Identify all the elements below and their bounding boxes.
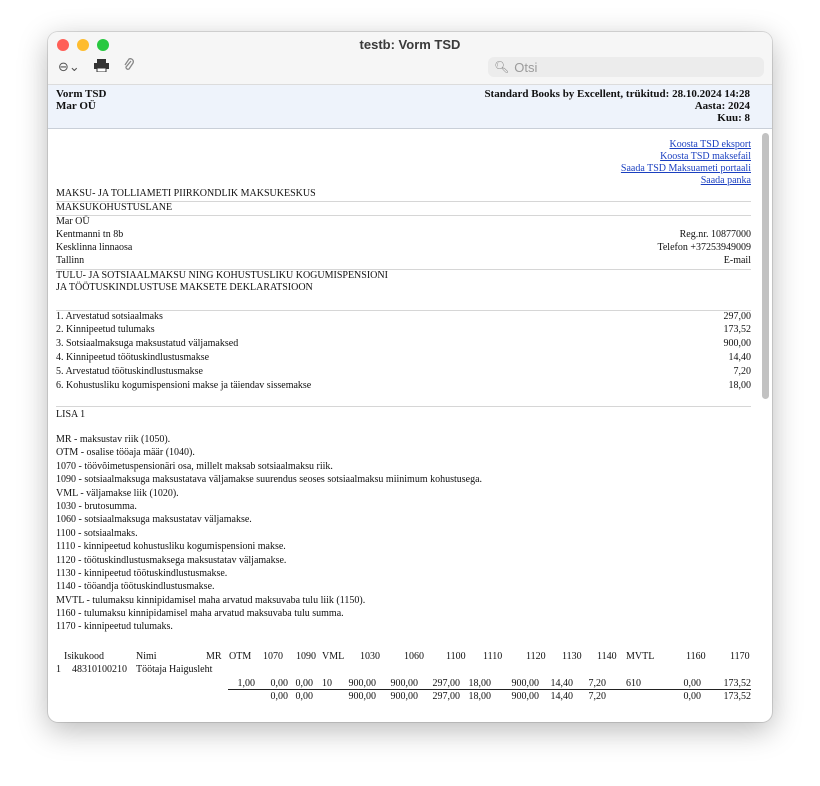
report-header: [48, 85, 772, 129]
link-send-tax-portal[interactable]: Saada TSD Maksuameti portaali: [620, 163, 751, 174]
taxpayer-heading: MAKSUKOHUSTUSLANE: [56, 201, 751, 214]
cell-1140: 7,20: [588, 678, 606, 689]
printed-info: Standard Books by Excellent, trükitud: 28.10.2024 14:28: [484, 88, 750, 100]
legend-list: [56, 433, 482, 634]
legend-item: 1170 - kinnipeetud tulumaks.: [56, 621, 173, 633]
total-1060: 900,00: [390, 691, 418, 702]
lisa-heading: LISA 1: [56, 406, 751, 421]
legend-item: 1130 - kinnipeetud töötuskindlustusmakse.: [56, 567, 228, 579]
person-name: Töötaja Haigusleht: [136, 664, 213, 675]
item-row: 1. Arvestatud sotsiaalmaks 297,00: [56, 311, 751, 322]
cell-1130: 14,40: [550, 678, 573, 689]
total-1130: 14,40: [550, 691, 573, 702]
legend-item: 1110 - kinnipeetud kohustusliku kogumispensioni makse.: [56, 541, 286, 553]
legend-item: MR - maksustav riik (1050).: [56, 434, 171, 445]
attachment-icon[interactable]: [123, 58, 135, 76]
taxpayer-street: Kentmanni tn 8b Reg.nr. 10877000: [56, 229, 751, 240]
legend-item: OTM - osalise tööaja määr (1040).: [56, 447, 195, 459]
search-icon: 🔍︎: [494, 60, 510, 74]
legend-item: 1090 - sotsiaalmaksuga maksustatava väljamakse suurendus seoses sotsiaalmaksu miinimum kohustusega.: [56, 474, 483, 486]
legend-item: VML - väljamakse liik (1020).: [56, 487, 179, 499]
col-header: MR: [206, 651, 222, 662]
col-header: Nimi: [136, 651, 157, 662]
legend-item: MVTL - tulumaksu kinnipidamisel maha arvatud maksuvaba tulu liik (1150).: [56, 594, 366, 606]
report-year: Aasta: 2024: [694, 100, 750, 112]
report-body: [48, 129, 772, 722]
col-header: 1110: [483, 651, 503, 662]
cell-1120: 900,00: [511, 678, 539, 689]
email: E-mail: [723, 255, 751, 266]
legend-item: 1140 - tööandja töötuskindlustusmakse.: [56, 581, 215, 593]
total-1090: 0,00: [295, 691, 313, 702]
taxpayer-district: Kesklinna linnaosa Telefon +37253949009: [56, 242, 751, 253]
col-header: VML: [322, 651, 345, 662]
link-send-bank[interactable]: Saada panka: [700, 175, 751, 186]
total-1110: 18,00: [468, 691, 491, 702]
link-tsd-payment-file[interactable]: Koosta TSD maksefail: [660, 151, 751, 162]
link-tsd-export[interactable]: Koosta TSD eksport: [669, 139, 751, 150]
item-row: 3. Sotsiaalmaksuga maksustatud väljamaksed 900,00: [56, 338, 751, 349]
window-title: testb: Vorm TSD: [359, 37, 461, 52]
legend-item: 1030 - brutosumma.: [56, 500, 137, 512]
company-name: Mar OÜ: [56, 100, 96, 112]
cell-vml: 10: [322, 678, 332, 689]
cell-1100: 297,00: [432, 678, 460, 689]
app-window: [48, 32, 772, 722]
declaration-title-1: TULU- JA SOTSIAALMAKSU NING KOHUSTUSLIKU KOGUMISPENSIONI: [56, 269, 751, 282]
col-header: 1030: [360, 651, 380, 662]
legend-item: 1160 - tulumaksu kinnipidamisel maha arvatud maksuvaba tulu summa.: [56, 608, 344, 620]
legend-item: 1060 - sotsiaalmaksuga maksustatav väljamakse.: [56, 514, 252, 526]
item-row: 4. Kinnipeetud töötuskindlustusmakse 14,40: [56, 352, 751, 363]
total-1030: 900,00: [348, 691, 376, 702]
report-month: Kuu: 8: [717, 112, 750, 124]
cell-mvtl: 610: [626, 678, 641, 689]
search-placeholder: Otsi: [514, 59, 538, 75]
row-number: 1: [56, 664, 61, 675]
taxpayer-city: Tallinn E-mail: [56, 255, 751, 266]
search-field[interactable]: [488, 57, 764, 77]
cell-1160: 0,00: [683, 678, 701, 689]
more-options-icon[interactable]: ⊖⌄: [58, 59, 80, 75]
total-1140: 7,20: [588, 691, 606, 702]
legend-item: 1100 - sotsiaalmaks.: [56, 527, 138, 539]
legend-item: 1120 - töötuskindlustusmaksega maksustatav väljamakse.: [56, 554, 287, 566]
col-header: 1070: [263, 651, 283, 662]
col-header: 1060: [404, 651, 424, 662]
total-1170: 173,52: [723, 691, 751, 702]
total-1070: 0,00: [270, 691, 288, 702]
action-links: [621, 139, 751, 187]
total-1120: 900,00: [511, 691, 539, 702]
col-header: MVTL: [626, 651, 655, 662]
taxpayer-name: Mar OÜ: [56, 215, 751, 228]
col-header: Isikukood: [64, 651, 104, 662]
table-rule: [228, 689, 751, 690]
form-name: Vorm TSD: [56, 88, 107, 100]
cell-1060: 900,00: [390, 678, 418, 689]
total-1160: 0,00: [683, 691, 701, 702]
total-1100: 297,00: [432, 691, 460, 702]
legend-item: 1070 - töövõimetuspensionäri osa, millelt maksab sotsiaalmaksu riik.: [56, 460, 333, 472]
person-code: 48310100210: [72, 664, 127, 675]
col-header: 1130: [562, 651, 582, 662]
item-row: 5. Arvestatud töötuskindlustusmakse 7,20: [56, 366, 751, 377]
item-row: 6. Kohustusliku kogumispensioni makse ja täiendav sissemakse 18,00: [56, 380, 751, 391]
col-header: 1120: [526, 651, 546, 662]
toolbar: [58, 58, 135, 76]
col-header: OTM: [229, 651, 252, 662]
col-header: 1170: [730, 651, 750, 662]
cell-1170: 173,52: [723, 678, 751, 689]
col-header: 1160: [686, 651, 706, 662]
vertical-scrollbar[interactable]: [762, 133, 769, 399]
cell-1070: 0,00: [270, 678, 288, 689]
declaration-title-2: JA TÖÖTUSKINDLUSTUSE MAKSETE DEKLARATSIOON: [56, 282, 313, 293]
col-header: 1140: [597, 651, 617, 662]
print-icon[interactable]: [94, 59, 109, 76]
phone: Telefon +37253949009: [657, 242, 751, 253]
cell-1090: 0,00: [295, 678, 313, 689]
title-bar: [48, 32, 772, 85]
reg-number: Reg.nr. 10877000: [679, 229, 751, 240]
cell-1030: 900,00: [348, 678, 376, 689]
item-row: 2. Kinnipeetud tulumaks 173,52: [56, 324, 751, 335]
cell-1110: 18,00: [468, 678, 491, 689]
col-header: 1100: [446, 651, 466, 662]
col-header: 1090: [296, 651, 316, 662]
cell-otm: 1,00: [237, 678, 255, 689]
authority-line: MAKSU- JA TOLLIAMETI PIIRKONDLIK MAKSUKESKUS: [56, 188, 316, 199]
